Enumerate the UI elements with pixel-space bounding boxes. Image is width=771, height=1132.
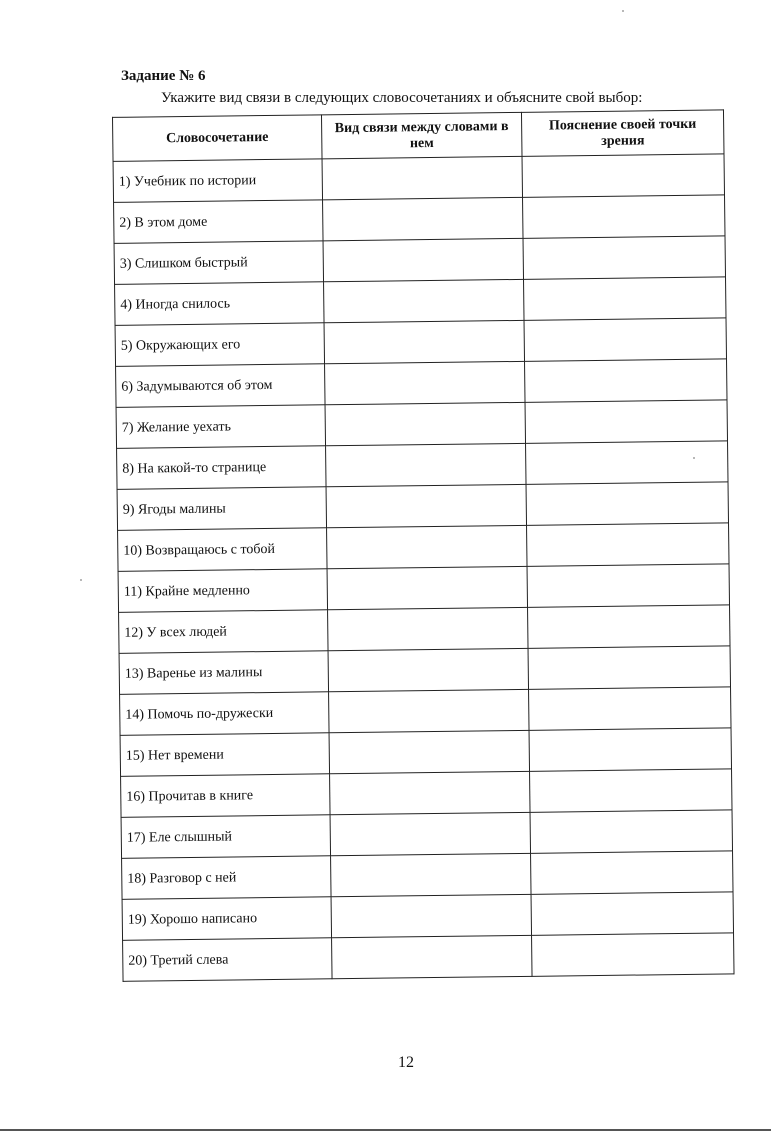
connection-type-cell[interactable] — [326, 443, 526, 486]
task-title: Задание № 6 — [121, 68, 206, 84]
header-connection-type: Вид связи между словами в нем — [321, 112, 522, 158]
connection-type-cell[interactable] — [323, 238, 523, 281]
phrase-cell: 17) Еле слышный — [121, 815, 330, 859]
explanation-cell[interactable] — [526, 482, 728, 525]
header-explanation: Пояснение своей точки зрения — [521, 110, 724, 156]
connection-type-cell[interactable] — [328, 607, 528, 650]
connection-type-cell[interactable] — [329, 689, 529, 732]
explanation-cell[interactable] — [523, 195, 725, 238]
phrase-cell: 3) Слишком быстрый — [114, 241, 323, 285]
connection-type-cell[interactable] — [326, 484, 526, 527]
scan-speck — [622, 10, 624, 12]
explanation-cell[interactable] — [530, 810, 732, 853]
explanation-cell[interactable] — [528, 605, 730, 648]
phrase-cell: 14) Помочь по-дружески — [120, 692, 329, 736]
explanation-cell[interactable] — [527, 523, 729, 566]
scan-speck — [80, 579, 82, 581]
connection-type-cell[interactable] — [330, 812, 530, 855]
explanation-cell[interactable] — [532, 933, 734, 976]
header-phrase: Словосочетание — [113, 115, 323, 162]
explanation-cell[interactable] — [529, 687, 731, 730]
phrase-cell: 12) У всех людей — [119, 610, 328, 654]
phrase-cell: 18) Разговор с ней — [122, 856, 331, 900]
connection-type-cell[interactable] — [325, 361, 525, 404]
connection-type-cell[interactable] — [331, 853, 531, 896]
connection-type-cell[interactable] — [324, 279, 524, 322]
phrase-cell: 6) Задумываются об этом — [116, 364, 325, 408]
phrase-cell: 2) В этом доме — [114, 200, 323, 244]
page-number: 12 — [398, 1054, 414, 1071]
task-instruction: Укажите вид связи в следующих словосочетаниях и объясните свой выбор: — [161, 90, 643, 106]
scan-speck — [693, 457, 695, 459]
connection-type-cell[interactable] — [324, 320, 524, 363]
connection-type-cell[interactable] — [332, 935, 532, 978]
table-body — [113, 154, 734, 981]
explanation-cell[interactable] — [528, 646, 730, 689]
explanation-cell[interactable] — [525, 400, 727, 443]
explanation-cell[interactable] — [522, 154, 724, 197]
connection-type-cell[interactable] — [325, 402, 525, 445]
phrase-cell: 13) Варенье из малины — [119, 651, 328, 695]
phrase-cell: 10) Возвращаюсь с тобой — [118, 528, 327, 572]
connection-type-cell[interactable] — [330, 771, 530, 814]
connection-type-cell[interactable] — [323, 197, 523, 240]
phrase-cell: 4) Иногда снилось — [115, 282, 324, 326]
phrase-cell: 7) Желание уехать — [116, 405, 325, 449]
phrase-cell: 8) На какой-то странице — [117, 446, 326, 490]
table-header-row — [113, 110, 724, 161]
explanation-cell[interactable] — [530, 769, 732, 812]
answer-table — [112, 109, 735, 981]
connection-type-cell[interactable] — [329, 730, 529, 773]
phrase-cell: 15) Нет времени — [120, 733, 329, 777]
phrase-cell: 19) Хорошо написано — [122, 897, 331, 941]
explanation-cell[interactable] — [524, 277, 726, 320]
phrase-cell: 11) Крайне медленно — [118, 569, 327, 613]
connection-type-cell[interactable] — [327, 525, 527, 568]
connection-type-cell[interactable] — [322, 156, 522, 199]
phrase-cell: 20) Третий слева — [123, 938, 332, 982]
phrase-cell: 9) Ягоды малины — [117, 487, 326, 531]
phrase-cell: 1) Учебник по истории — [113, 159, 322, 203]
table-row — [123, 933, 734, 981]
explanation-cell[interactable] — [526, 441, 728, 484]
connection-type-cell[interactable] — [327, 566, 527, 609]
explanation-cell[interactable] — [531, 892, 733, 935]
explanation-cell[interactable] — [524, 318, 726, 361]
explanation-cell[interactable] — [527, 564, 729, 607]
connection-type-cell[interactable] — [328, 648, 528, 691]
explanation-cell[interactable] — [523, 236, 725, 279]
phrase-cell: 5) Окружающих его — [115, 323, 324, 367]
explanation-cell[interactable] — [529, 728, 731, 771]
explanation-cell[interactable] — [531, 851, 733, 894]
connection-type-cell[interactable] — [331, 894, 531, 937]
answer-table-wrapper — [103, 109, 737, 1010]
phrase-cell: 16) Прочитав в книге — [121, 774, 330, 818]
explanation-cell[interactable] — [525, 359, 727, 402]
scan-edge-line — [0, 1129, 771, 1131]
